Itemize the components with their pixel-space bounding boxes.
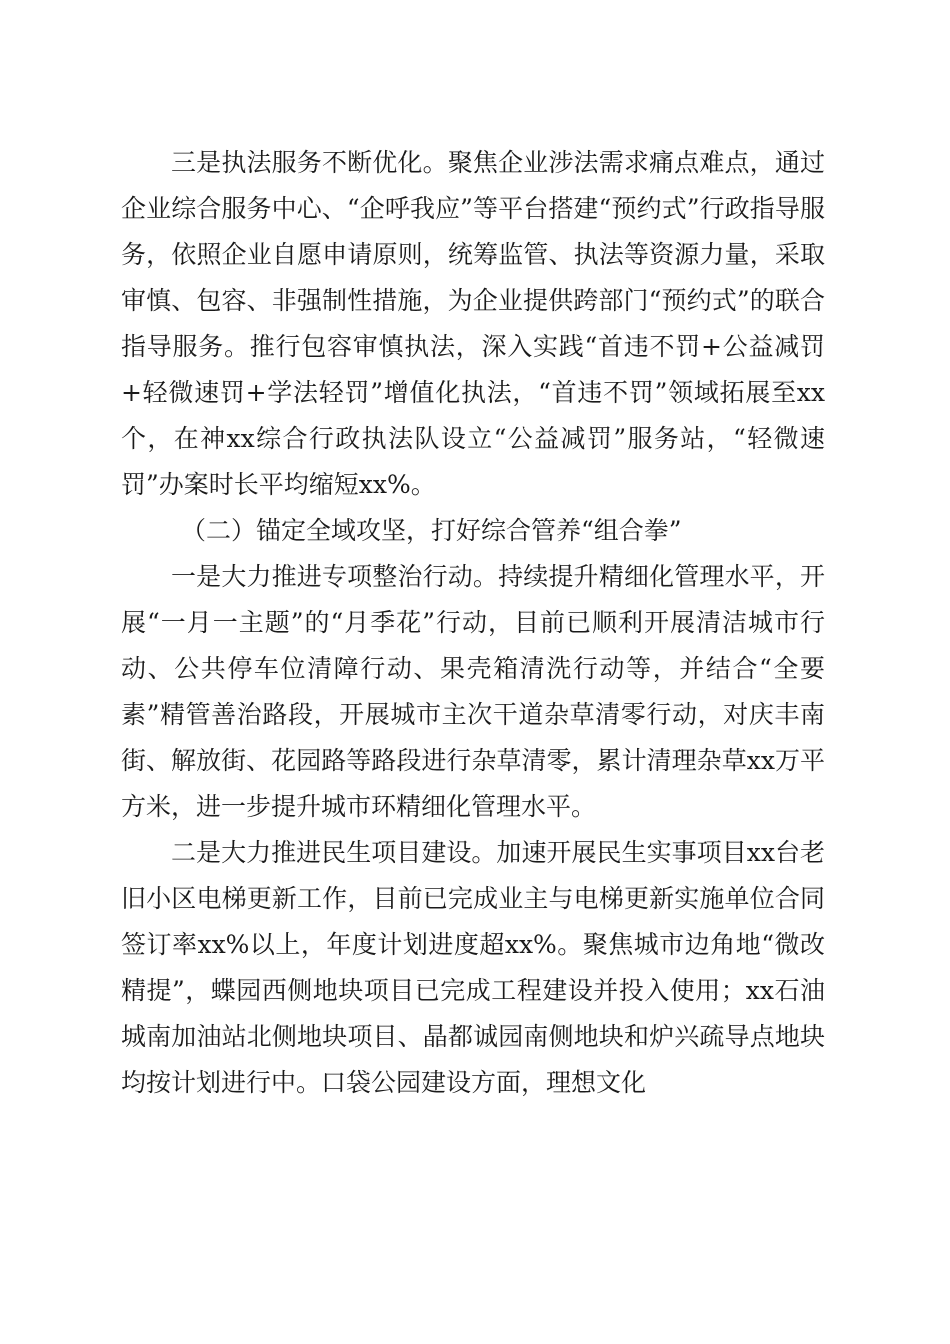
paragraph-text: 加速开展民生实事项目xx台老旧小区电梯更新工作，目前已完成业主与电梯更新实施单位合同签订率xx%以上，年度计划进度超xx%。聚焦城市边角地“微改精提”，蝶园西侧地块项目已完成工程建设并投入使用；xx石油城南加油站北侧地块项目、晶都诚园南侧地块和炉兴疏导点地块均按计划进行中。口袋公园建设方面，理想文化 bbox=[121, 838, 825, 1097]
paragraph-lead: 三是执法服务不断优化。 bbox=[171, 148, 448, 177]
paragraph-livelihood-projects bbox=[121, 830, 825, 1106]
paragraph-lead: 二是大力推进民生项目建设。 bbox=[171, 838, 497, 867]
document-body bbox=[121, 140, 825, 1106]
paragraph-special-rectification bbox=[121, 554, 825, 830]
paragraph-lead: 一是大力推进专项整治行动。 bbox=[171, 562, 499, 591]
paragraph-text: 持续提升精细化管理水平，开展“一月一主题”的“月季花”行动，目前已顺利开展清洁城市行动、公共停车位清障行动、果壳箱清洗行动等，并结合“全要素”精管善治路段，开展城市主次干道杂草清零行动，对庆丰南街、解放街、花园路等路段进行杂草清零，累计清理杂草xx万平方米，进一步提升城市环精细化管理水平。 bbox=[121, 562, 825, 821]
paragraph-text: 聚焦企业涉法需求痛点难点，通过企业综合服务中心、“企呼我应”等平台搭建“预约式”行政指导服务，依照企业自愿申请原则，统筹监管、执法等资源力量，采取审慎、包容、非强制性措施，为企业提供跨部门“预约式”的联合指导服务。推行包容审慎执法，深入实践“首违不罚+公益减罚+轻微速罚+学法轻罚”增值化执法，“首违不罚”领域拓展至xx个，在神xx综合行政执法队设立“公益减罚”服务站，“轻微速罚”办案时长平均缩短xx%。 bbox=[121, 148, 825, 499]
section-heading: （二）锚定全域攻坚，打好综合管养“组合拳” bbox=[181, 516, 682, 545]
paragraph-enforcement-service bbox=[121, 140, 825, 508]
